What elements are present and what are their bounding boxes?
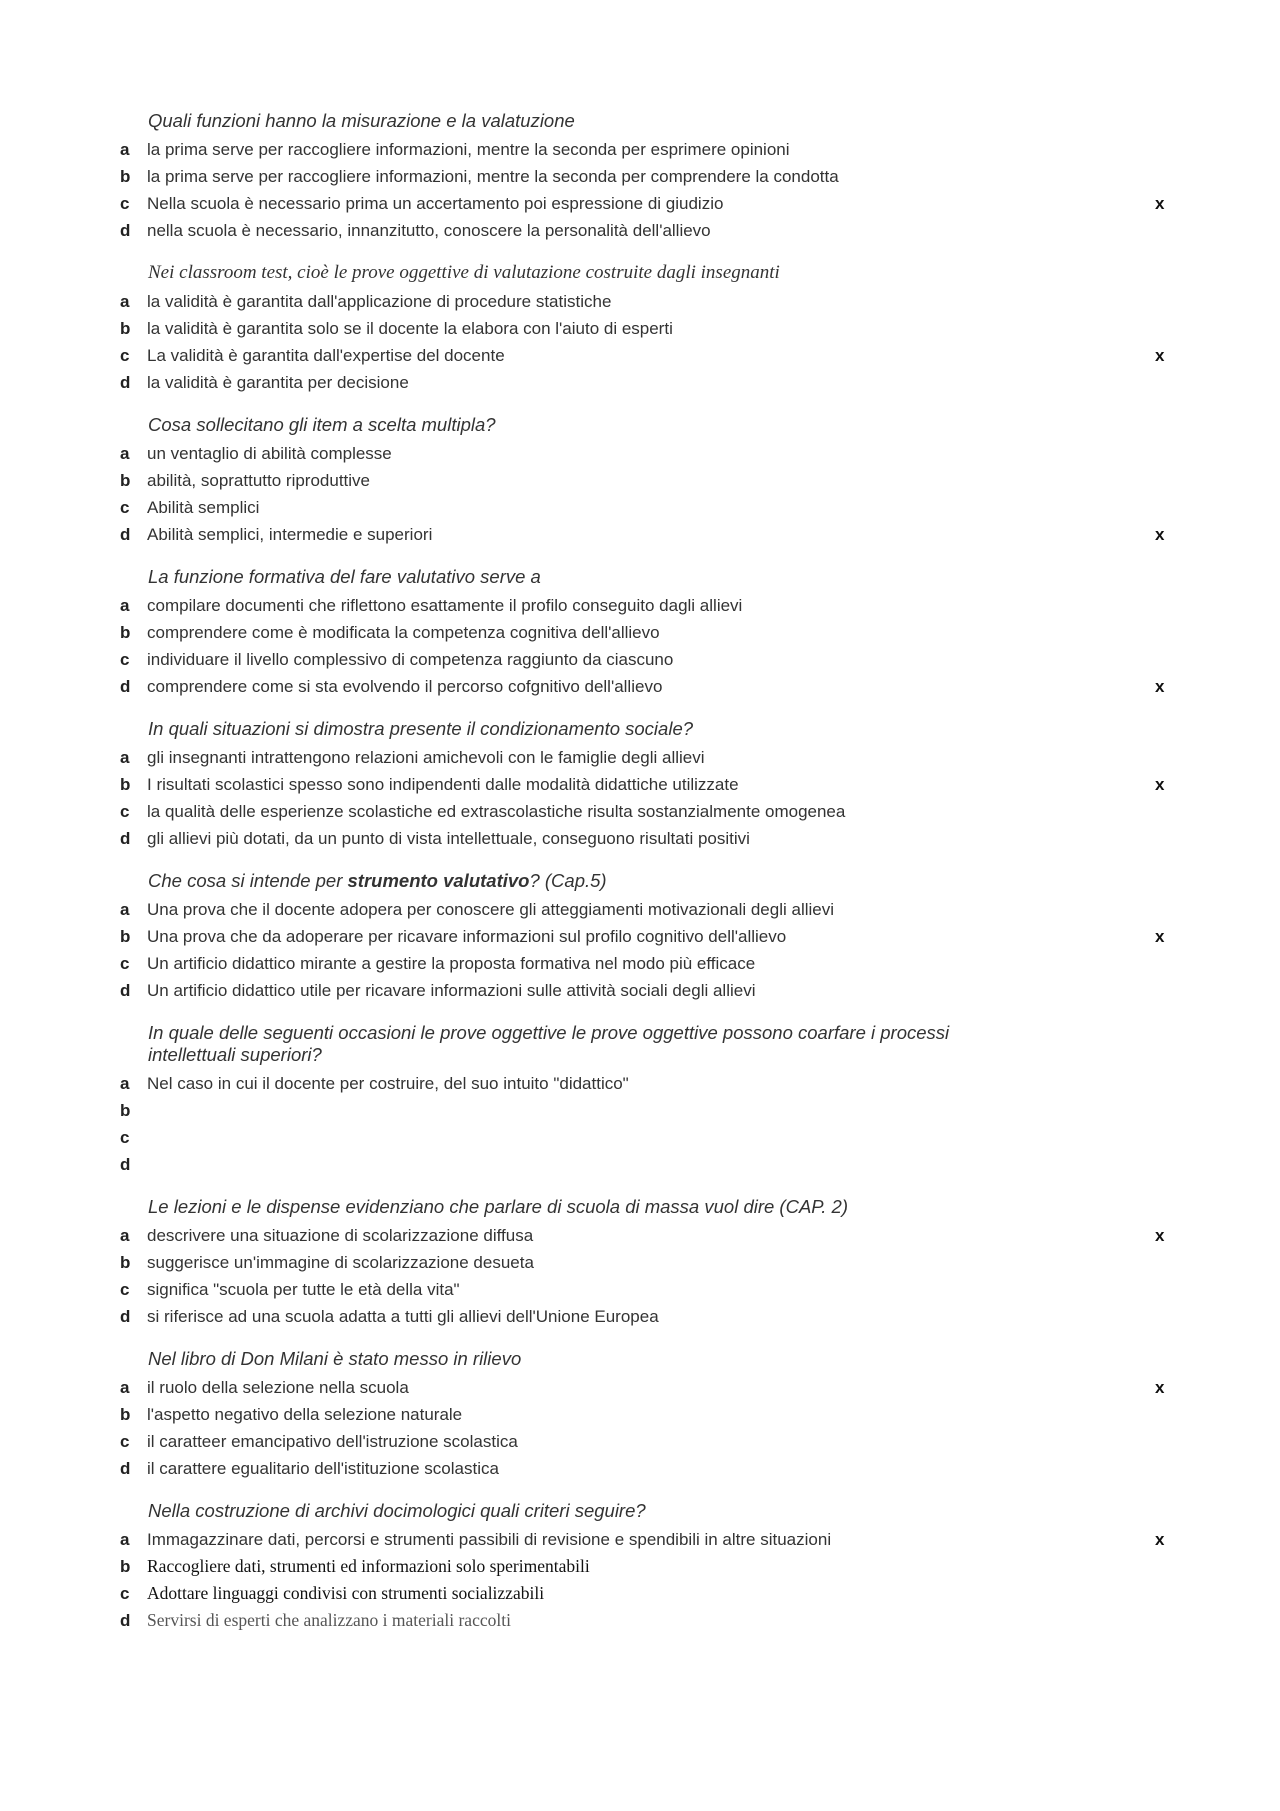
option-letter: a: [120, 1074, 130, 1093]
option-text: I risultati scolastici spesso sono indipendenti dalle modalità didattiche utilizzate: [147, 775, 739, 794]
question-title: Nella costruzione di archivi docimologici quali criteri seguire?: [148, 1500, 646, 1521]
question-block: [0, 1500, 1280, 1634]
answer-mark: x: [1155, 775, 1165, 794]
answer-option: [0, 825, 1280, 852]
option-text: la prima serve per raccogliere informazioni, mentre la seconda per esprimere opinioni: [147, 140, 790, 159]
option-letter: d: [120, 677, 131, 696]
option-letter: d: [120, 1307, 131, 1326]
question-block: [0, 870, 1280, 1004]
answer-mark: x: [1155, 525, 1165, 544]
option-letter: c: [120, 1432, 130, 1451]
option-letter: a: [120, 1378, 130, 1397]
answer-mark: x: [1155, 927, 1165, 946]
answer-option: [0, 1303, 1280, 1330]
question-block: [0, 262, 1280, 396]
option-letter: a: [120, 444, 130, 463]
option-letter: c: [120, 1584, 130, 1603]
option-text: la qualità delle esperienze scolastiche ed extrascolastiche risulta sostanzialmente omogenea: [147, 802, 846, 821]
option-text: un ventaglio di abilità complesse: [147, 444, 392, 463]
question-title: Nel libro di Don Milani è stato messo in rilievo: [148, 1348, 522, 1369]
option-text: la validità è garantita dall'applicazione di procedure statistiche: [147, 292, 612, 311]
answer-option: [0, 950, 1280, 977]
answer-option: [0, 1222, 1280, 1249]
option-text: Nel caso in cui il docente per costruire, del suo intuito "didattico": [147, 1074, 629, 1093]
question-title: In quali situazioni si dimostra presente il condizionamento sociale?: [148, 718, 694, 739]
option-letter: b: [120, 1101, 131, 1120]
option-text: Abilità semplici, intermedie e superiori: [147, 525, 433, 544]
question-title: In quale delle seguenti occasioni le prove oggettive le prove oggettive possono coarfare i processi intellettuali superiori?: [148, 1022, 950, 1065]
answer-mark: x: [1155, 1530, 1165, 1549]
question-title: Nei classroom test, cioè le prove oggettive di valutazione costruite dagli insegnanti: [148, 262, 780, 283]
answer-option: [0, 288, 1280, 315]
option-letter: d: [120, 373, 131, 392]
answer-option: [0, 1097, 1280, 1124]
question-block: [0, 1196, 1280, 1330]
option-letter: a: [120, 1530, 130, 1549]
answer-option: [0, 1374, 1280, 1401]
option-text: La validità è garantita dall'expertise del docente: [147, 346, 505, 365]
answer-option: [0, 369, 1280, 396]
answer-mark: x: [1155, 677, 1165, 696]
option-text: si riferisce ad una scuola adatta a tutti gli allievi dell'Unione Europea: [147, 1307, 659, 1326]
option-text: la validità è garantita per decisione: [147, 373, 409, 392]
option-letter: d: [120, 221, 131, 240]
answer-option: [0, 440, 1280, 467]
question-title: Cosa sollecitano gli item a scelta multipla?: [148, 414, 496, 435]
option-letter: d: [120, 1611, 131, 1630]
option-letter: c: [120, 1128, 130, 1147]
option-text: comprendere come è modificata la competenza cognitiva dell'allievo: [147, 623, 660, 642]
answer-option: [0, 896, 1280, 923]
answer-option: [0, 771, 1280, 798]
option-letter: d: [120, 1155, 131, 1174]
answer-option: [0, 217, 1280, 244]
option-text: il caratteer emancipativo dell'istruzione scolastica: [147, 1432, 518, 1451]
option-text: gli insegnanti intrattengono relazioni amichevoli con le famiglie degli allievi: [147, 748, 705, 767]
option-text: Un artificio didattico mirante a gestire la proposta formativa nel modo più efficace: [147, 954, 756, 973]
question-block: [0, 566, 1280, 700]
question-title-prefix: Che cosa si intende per: [148, 870, 348, 891]
answer-option: [0, 521, 1280, 548]
option-text: Abilità semplici: [147, 498, 260, 517]
question-block: [0, 718, 1280, 852]
answer-option: [0, 315, 1280, 342]
option-text: Un artificio didattico utile per ricavare informazioni sulle attività sociali degli allievi: [147, 981, 756, 1000]
answer-option: [0, 1455, 1280, 1482]
answer-option: [0, 798, 1280, 825]
option-text: comprendere come si sta evolvendo il percorso cofgnitivo dell'allievo: [147, 677, 663, 696]
option-text: Una prova che da adoperare per ricavare informazioni sul profilo cognitivo dell'allievo: [147, 927, 787, 946]
option-letter: a: [120, 900, 130, 919]
option-text: la prima serve per raccogliere informazioni, mentre la seconda per comprendere la condotta: [147, 167, 839, 186]
question-title-suffix: ? (Cap.5): [529, 870, 607, 891]
option-text: Nella scuola è necessario prima un accertamento poi espressione di giudizio: [147, 194, 724, 213]
answer-option: [0, 646, 1280, 673]
option-letter: d: [120, 829, 131, 848]
question-title: Le lezioni e le dispense evidenziano che parlare di scuola di massa vuol dire (CAP. 2): [148, 1196, 848, 1217]
answer-option: [0, 1401, 1280, 1428]
answer-option: [0, 1070, 1280, 1097]
question-title-emphasis: strumento valutativo: [347, 870, 530, 891]
option-letter: c: [120, 802, 130, 821]
answer-option: [0, 1553, 1280, 1580]
answer-option: [0, 1526, 1280, 1553]
answer-option: [0, 1124, 1280, 1151]
option-letter: b: [120, 319, 131, 338]
option-text: Immagazzinare dati, percorsi e strumenti passibili di revisione e spendibili in altre situazioni: [147, 1530, 832, 1549]
question-title: La funzione formativa del fare valutativo serve a: [148, 566, 541, 587]
option-text: il carattere egualitario dell'istituzione scolastica: [147, 1459, 499, 1478]
option-text: Adottare linguaggi condivisi con strumenti socializzabili: [147, 1583, 545, 1603]
option-letter: b: [120, 1405, 131, 1424]
option-text: abilità, soprattutto riproduttive: [147, 471, 371, 490]
option-text: significa "scuola per tutte le età della vita": [147, 1280, 460, 1299]
option-letter: a: [120, 1226, 130, 1245]
option-letter: c: [120, 346, 130, 365]
answer-option: [0, 744, 1280, 771]
option-text: l'aspetto negativo della selezione naturale: [147, 1405, 463, 1424]
option-letter: c: [120, 650, 130, 669]
answer-option: [0, 494, 1280, 521]
answer-option: [0, 190, 1280, 217]
answer-option: [0, 467, 1280, 494]
option-letter: a: [120, 596, 130, 615]
option-text: compilare documenti che riflettono esattamente il profilo conseguito dagli allievi: [147, 596, 743, 615]
question-title: Quali funzioni hanno la misurazione e la valatuzione: [148, 110, 575, 131]
question-block: [0, 1022, 1280, 1178]
answer-option: [0, 163, 1280, 190]
answer-option: [0, 977, 1280, 1004]
option-text: descrivere una situazione di scolarizzazione diffusa: [147, 1226, 534, 1245]
option-text: gli allievi più dotati, da un punto di vista intellettuale, conseguono risultati positivi: [147, 829, 750, 848]
option-letter: c: [120, 1280, 130, 1299]
answer-option: [0, 1428, 1280, 1455]
answer-mark: x: [1155, 194, 1165, 213]
answer-option: [0, 342, 1280, 369]
option-letter: b: [120, 927, 131, 946]
option-letter: c: [120, 194, 130, 213]
answer-option: [0, 1249, 1280, 1276]
option-letter: d: [120, 1459, 131, 1478]
option-text: individuare il livello complessivo di competenza raggiunto da ciascuno: [147, 650, 674, 669]
answer-option: [0, 673, 1280, 700]
option-text: il ruolo della selezione nella scuola: [147, 1378, 409, 1397]
answer-option: [0, 923, 1280, 950]
option-text: Una prova che il docente adopera per conoscere gli atteggiamenti motivazionali degli allievi: [147, 900, 835, 919]
question-block: [0, 1348, 1280, 1482]
option-letter: b: [120, 1557, 131, 1576]
option-letter: a: [120, 748, 130, 767]
question-block: [0, 110, 1280, 244]
answer-mark: x: [1155, 1378, 1165, 1397]
question-block: [0, 414, 1280, 548]
answer-option: [0, 592, 1280, 619]
option-text: suggerisce un'immagine di scolarizzazione desueta: [147, 1253, 534, 1272]
quiz-document: [0, 110, 1280, 1652]
question-title: [148, 870, 1028, 892]
option-text: la validità è garantita solo se il docente la elabora con l'aiuto di esperti: [147, 319, 673, 338]
answer-option: [0, 619, 1280, 646]
option-letter: b: [120, 623, 131, 642]
answer-option: [0, 1276, 1280, 1303]
answer-option: [0, 1151, 1280, 1178]
option-letter: b: [120, 775, 131, 794]
option-letter: c: [120, 954, 130, 973]
option-text: Servirsi di esperti che analizzano i materiali raccolti: [147, 1610, 511, 1630]
option-text: nella scuola è necessario, innanzitutto, conoscere la personalità dell'allievo: [147, 221, 711, 240]
option-letter: b: [120, 167, 131, 186]
answer-option: [0, 1607, 1280, 1634]
answer-mark: x: [1155, 346, 1165, 365]
option-letter: b: [120, 1253, 131, 1272]
option-text: Raccogliere dati, strumenti ed informazioni solo sperimentabili: [147, 1556, 590, 1576]
answer-mark: x: [1155, 1226, 1165, 1245]
option-letter: c: [120, 498, 130, 517]
answer-option: [0, 1580, 1280, 1607]
option-letter: a: [120, 140, 130, 159]
option-letter: b: [120, 471, 131, 490]
option-letter: a: [120, 292, 130, 311]
option-letter: d: [120, 981, 131, 1000]
option-letter: d: [120, 525, 131, 544]
answer-option: [0, 136, 1280, 163]
